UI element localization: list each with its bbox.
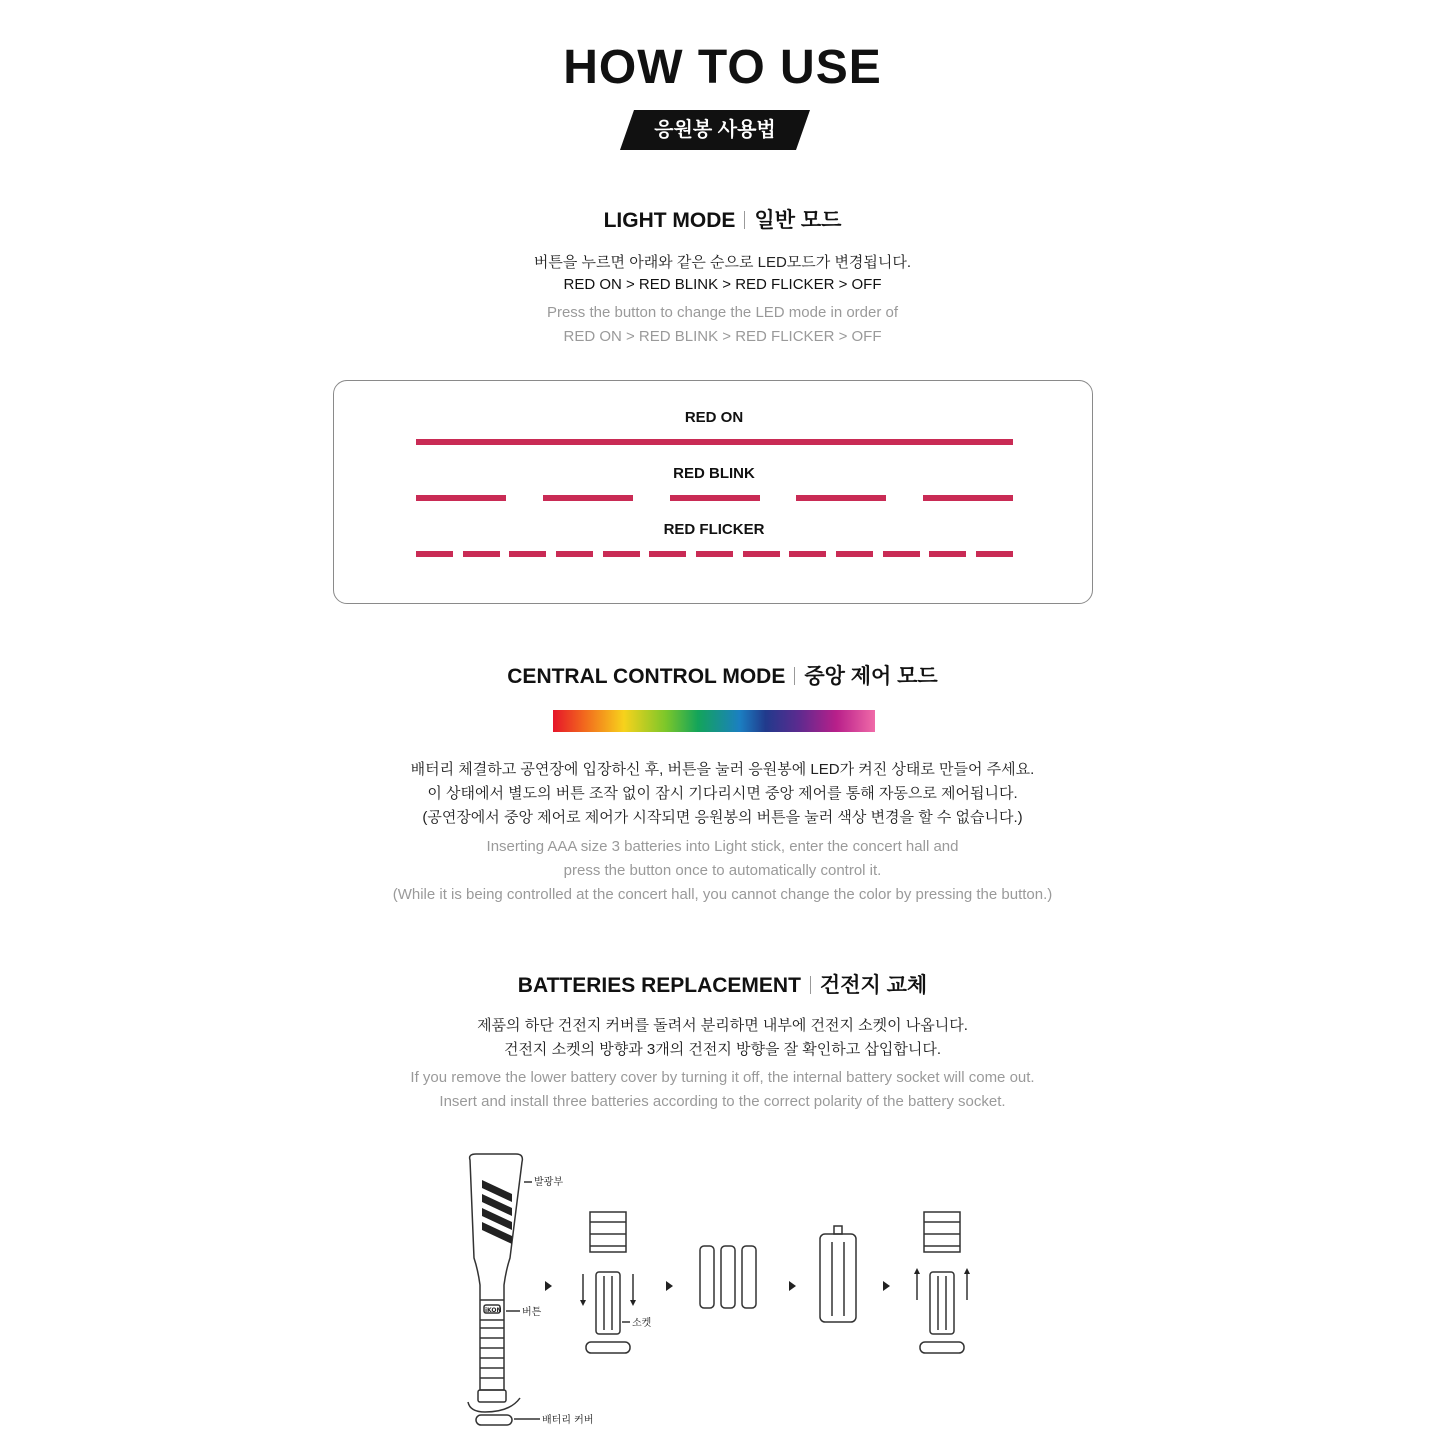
socket-removed-illustration <box>583 1212 633 1353</box>
title-divider <box>810 976 811 994</box>
mode-label-red-flicker: RED FLICKER <box>663 521 765 538</box>
pattern-segment <box>883 551 920 557</box>
step-arrows <box>545 1268 970 1306</box>
batteries-en-1: If you remove the lower battery cover by turning it off, the internal battery socket will come out. <box>410 1069 1035 1086</box>
batteries-ko-1: 제품의 하단 건전지 커버를 돌려서 분리하면 내부에 건전지 소켓이 나옵니다. <box>477 1017 968 1034</box>
pattern-segment <box>649 551 686 557</box>
arrow-right-icon <box>883 1281 890 1291</box>
pattern-segment <box>796 495 886 501</box>
arrow-up-icon <box>964 1268 970 1274</box>
button-logo: iKON <box>485 1307 502 1314</box>
light-mode-desc-ko: 버튼을 누르면 아래와 같은 순으로 LED모드가 변경됩니다. <box>533 254 912 271</box>
central-ko-3: (공연장에서 중앙 제어로 제어가 시작되면 응원봉의 버튼을 눌러 색상 변경을 할 수 없습니다.) <box>422 809 1023 826</box>
pattern-segment <box>416 495 506 501</box>
batteries-title-en: BATTERIES REPLACEMENT <box>517 974 801 997</box>
pattern-segment <box>743 551 780 557</box>
batteries-title <box>0 969 1445 999</box>
pattern-segment <box>416 551 453 557</box>
central-en-3: (While it is being controlled at the concert hall, you cannot change the color by pressing the button.) <box>392 886 1053 903</box>
battery-replacement-diagram <box>440 1150 1000 1435</box>
central-en-1: Inserting AAA size 3 batteries into Light stick, enter the concert hall and <box>486 838 959 855</box>
pattern-segment <box>509 551 546 557</box>
pattern-segment <box>556 551 593 557</box>
page-title: HOW TO USE <box>563 41 882 94</box>
central-control-title-ko: 중앙 제어 모드 <box>804 665 938 688</box>
pattern-segment <box>543 495 633 501</box>
pattern-segment <box>929 551 966 557</box>
title-divider <box>744 211 745 229</box>
light-mode-title <box>0 204 1445 234</box>
mode-label-red-on: RED ON <box>684 409 744 426</box>
pattern-segment <box>670 495 760 501</box>
subtitle-badge <box>620 110 810 150</box>
batteries-ko-2: 건전지 소켓의 방향과 3개의 건전지 방향을 잘 확인하고 삽입합니다. <box>503 1041 942 1058</box>
arrow-right-icon <box>789 1281 796 1291</box>
label-button: 버튼 <box>522 1307 542 1318</box>
red-on-bar <box>416 439 1013 445</box>
lightstick-illustration <box>468 1154 522 1425</box>
light-mode-desc-en-1: Press the button to change the LED mode in order of <box>546 304 899 321</box>
central-control-title <box>0 660 1445 690</box>
light-mode-title-ko: 일반 모드 <box>754 209 842 232</box>
arrow-right-icon <box>545 1281 552 1291</box>
socket-filled-illustration <box>820 1226 856 1322</box>
central-ko-1: 배터리 체결하고 공연장에 입장하신 후, 버튼을 눌러 응원봉에 LED가 켜진 상태로 만들어 주세요. <box>410 761 1035 778</box>
pattern-segment <box>603 551 640 557</box>
pattern-segment <box>696 551 733 557</box>
batteries-title-ko: 건전지 교체 <box>819 974 928 997</box>
arrow-right-icon <box>666 1281 673 1291</box>
pattern-segment <box>789 551 826 557</box>
reassemble-illustration <box>917 1212 967 1353</box>
light-mode-panel <box>333 380 1093 604</box>
batteries-en-2: Insert and install three batteries according to the correct polarity of the battery socket. <box>439 1093 1006 1110</box>
pattern-segment <box>976 551 1013 557</box>
color-spectrum-bar <box>553 710 875 732</box>
subtitle-badge-text: 응원봉 사용법 <box>654 119 776 141</box>
light-mode-title-en: LIGHT MODE <box>603 209 736 232</box>
light-mode-sequence: RED ON > RED BLINK > RED FLICKER > OFF <box>563 276 882 293</box>
label-battery-cover: 배터리 커버 <box>542 1415 594 1426</box>
label-socket: 소켓 <box>632 1318 652 1329</box>
ikon-logo-icon <box>482 1180 512 1244</box>
central-control-title-en: CENTRAL CONTROL MODE <box>507 665 786 688</box>
arrow-down-icon <box>580 1300 586 1306</box>
title-divider <box>794 667 795 685</box>
central-en-2: press the button once to automatically control it. <box>563 862 882 879</box>
batteries-illustration <box>700 1246 756 1308</box>
pattern-segment <box>923 495 1013 501</box>
arrow-up-icon <box>914 1268 920 1274</box>
pattern-segment <box>463 551 500 557</box>
mode-label-red-blink: RED BLINK <box>673 465 755 482</box>
central-ko-2: 이 상태에서 별도의 버튼 조작 없이 잠시 기다리시면 중앙 제어를 통해 자동으로 제어됩니다. <box>427 785 1018 802</box>
arrow-down-icon <box>630 1300 636 1306</box>
light-mode-desc-en-2: RED ON > RED BLINK > RED FLICKER > OFF <box>563 328 882 345</box>
label-light-part: 발광부 <box>534 1177 563 1188</box>
pattern-segment <box>836 551 873 557</box>
